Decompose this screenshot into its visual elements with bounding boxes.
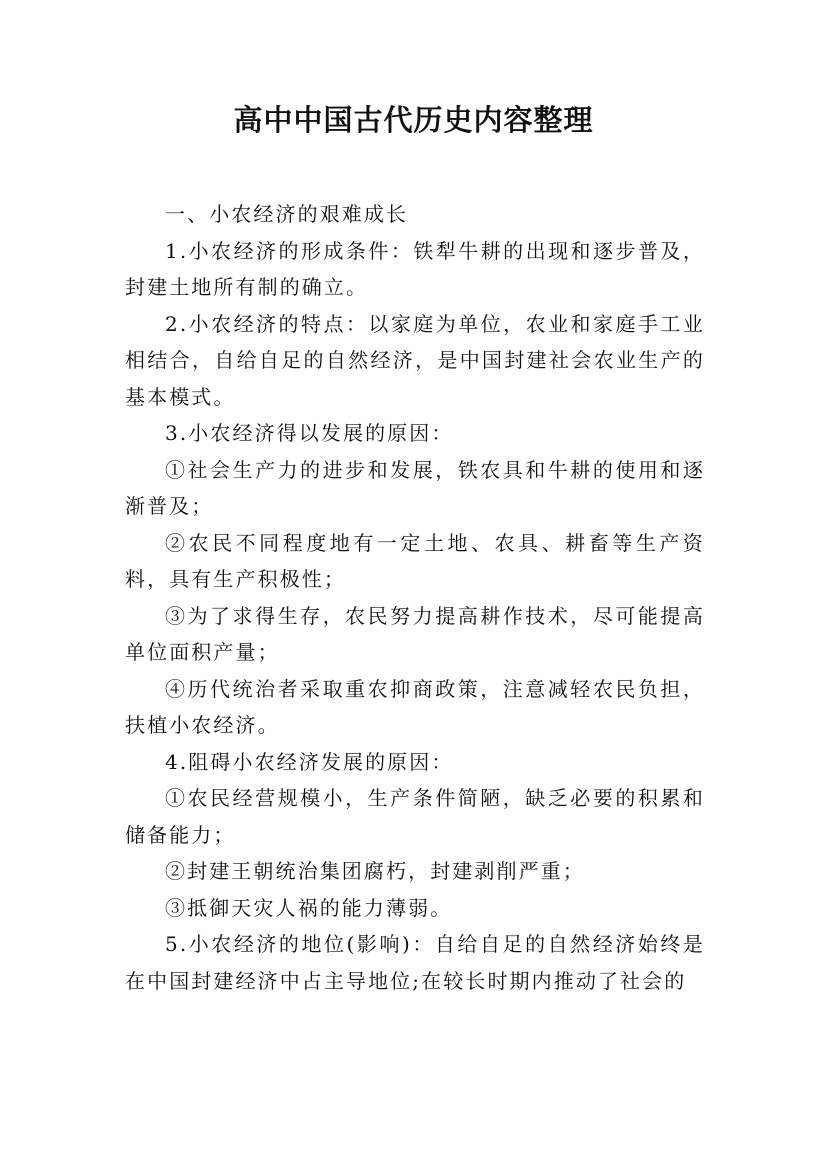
- paragraph: 5.小农经济的地位(影响)：自给自足的自然经济始终是在中国封建经济中占主导地位;在较长时期内推动了社会的: [125, 932, 705, 993]
- page-title: 高中中国古代历史内容整理: [233, 103, 594, 137]
- paragraph: 2.小农经济的特点：以家庭为单位，农业和家庭手工业相结合，自给自足的自然经济，是中国封建社会农业生产的基本模式。: [125, 311, 705, 409]
- paragraph: 1.小农经济的形成条件：铁犁牛耕的出现和逐步普及，封建土地所有制的确立。: [125, 238, 705, 299]
- list-item: ④历代统治者采取重农抑商政策，注意减轻农民负担，扶植小农经济。: [125, 676, 705, 737]
- document-body: [125, 196, 705, 999]
- paragraph: 4.阻碍小农经济发展的原因：: [165, 749, 454, 774]
- section-heading: 一、小农经济的艰难成长: [165, 202, 409, 226]
- paragraph: 3.小农经济得以发展的原因：: [165, 421, 454, 445]
- list-item: ②农民不同程度地有一定土地、农具、耕畜等生产资料，具有生产积极性；: [125, 530, 705, 591]
- list-item: ③为了求得生存，农民努力提高耕作技术，尽可能提高单位面积产量；: [125, 603, 705, 664]
- list-item: ②封建王朝统治集团腐朽，封建剥削严重；: [165, 859, 585, 883]
- list-item: ①农民经营规模小，生产条件简陋，缺乏必要的积累和储备能力；: [125, 786, 705, 847]
- list-item: ③抵御天灾人祸的能力薄弱。: [165, 895, 453, 920]
- list-item: ①社会生产力的进步和发展，铁农具和牛耕的使用和逐渐普及；: [125, 457, 705, 518]
